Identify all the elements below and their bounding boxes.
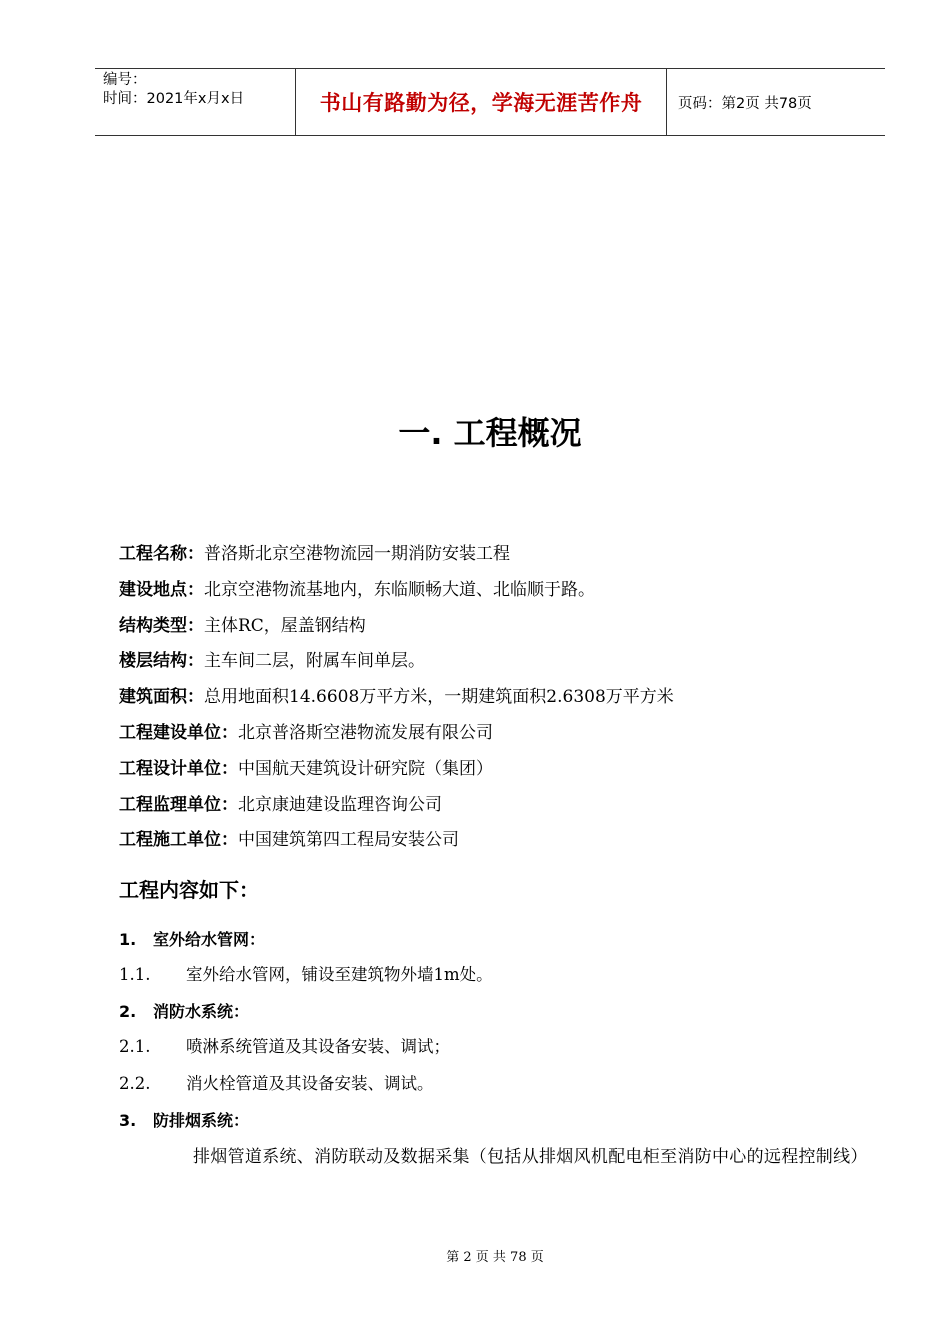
content-heading: 工程内容如下： bbox=[119, 878, 259, 902]
item-number: 1.1. bbox=[119, 965, 151, 984]
item-number: 2.1. bbox=[119, 1037, 151, 1056]
info-label: 工程名称： bbox=[119, 544, 204, 564]
info-label: 建设地点： bbox=[119, 579, 204, 600]
info-value: 中国航天建筑设计研究院（集团） bbox=[238, 758, 493, 779]
info-value: 主体RC，屋盖钢结构 bbox=[204, 615, 366, 636]
header-page-label: 页码：第2页 共78页 bbox=[678, 95, 812, 112]
section-heading-text: 防排烟系统： bbox=[153, 1111, 250, 1130]
info-row bbox=[119, 793, 879, 829]
item-text: 消火栓管道及其设备安装、调试。 bbox=[186, 1074, 434, 1093]
section-heading-text: 消防水系统： bbox=[153, 1002, 250, 1021]
page-header bbox=[95, 68, 885, 136]
info-label: 工程设计单位： bbox=[119, 758, 238, 779]
info-row bbox=[119, 578, 879, 614]
info-value: 北京空港物流基地内，东临顺畅大道、北临顺于路。 bbox=[204, 579, 595, 600]
section-heading-text: 室外给水管网： bbox=[153, 930, 266, 949]
info-value: 主车间二层，附属车间单层。 bbox=[204, 651, 425, 672]
section-item bbox=[119, 1072, 879, 1109]
page-footer: 第 2 页 共 78 页 bbox=[446, 1250, 544, 1265]
content-sections bbox=[119, 928, 879, 1174]
section-number: 2. bbox=[119, 1002, 137, 1021]
section-number: 3. bbox=[119, 1111, 137, 1130]
section-heading bbox=[119, 1000, 879, 1035]
section-heading bbox=[119, 1109, 879, 1144]
doc-number-label: 编号： bbox=[103, 72, 147, 88]
info-value: 普洛斯北京空港物流园一期消防安装工程 bbox=[204, 544, 510, 564]
info-row bbox=[119, 685, 879, 721]
info-row bbox=[119, 828, 879, 864]
section-paragraph: 排烟管道系统、消防联动及数据采集（包括从排烟风机配电柜至消防中心的远程控制线） bbox=[193, 1147, 868, 1167]
info-label: 工程施工单位： bbox=[119, 830, 238, 851]
info-row bbox=[119, 614, 879, 650]
info-label: 工程监理单位： bbox=[119, 794, 238, 815]
section-item bbox=[119, 1035, 879, 1072]
info-value: 总用地面积14.6608万平方米，一期建筑面积2.6308万平方米 bbox=[204, 687, 674, 708]
info-value: 北京普洛斯空港物流发展有限公司 bbox=[238, 722, 493, 743]
info-row bbox=[119, 757, 879, 793]
project-info bbox=[119, 542, 879, 864]
header-page-cell bbox=[667, 69, 885, 135]
section-item bbox=[119, 963, 879, 1000]
info-row bbox=[119, 721, 879, 757]
section-number: 1. bbox=[119, 930, 137, 949]
item-text: 室外给水管网，铺设至建筑物外墙1m处。 bbox=[186, 965, 493, 984]
info-label: 建筑面积： bbox=[119, 687, 204, 708]
section-heading bbox=[119, 928, 879, 963]
info-label: 结构类型： bbox=[119, 615, 204, 636]
header-motto-cell bbox=[295, 69, 667, 135]
info-label: 楼层结构： bbox=[119, 651, 204, 672]
section-title: 一. 工程概况 bbox=[398, 414, 582, 452]
info-row bbox=[119, 542, 879, 578]
item-text: 喷淋系统管道及其设备安装、调试； bbox=[186, 1037, 450, 1056]
info-value: 中国建筑第四工程局安装公司 bbox=[238, 830, 459, 851]
info-label: 工程建设单位： bbox=[119, 722, 238, 743]
doc-time-label: 时间：2021年x月x日 bbox=[103, 91, 245, 107]
info-value: 北京康迪建设监理咨询公司 bbox=[238, 794, 442, 815]
info-row bbox=[119, 649, 879, 685]
item-number: 2.2. bbox=[119, 1074, 151, 1093]
header-motto: 书山有路勤为径，学海无涯苦作舟 bbox=[319, 91, 643, 115]
header-meta bbox=[95, 69, 295, 135]
